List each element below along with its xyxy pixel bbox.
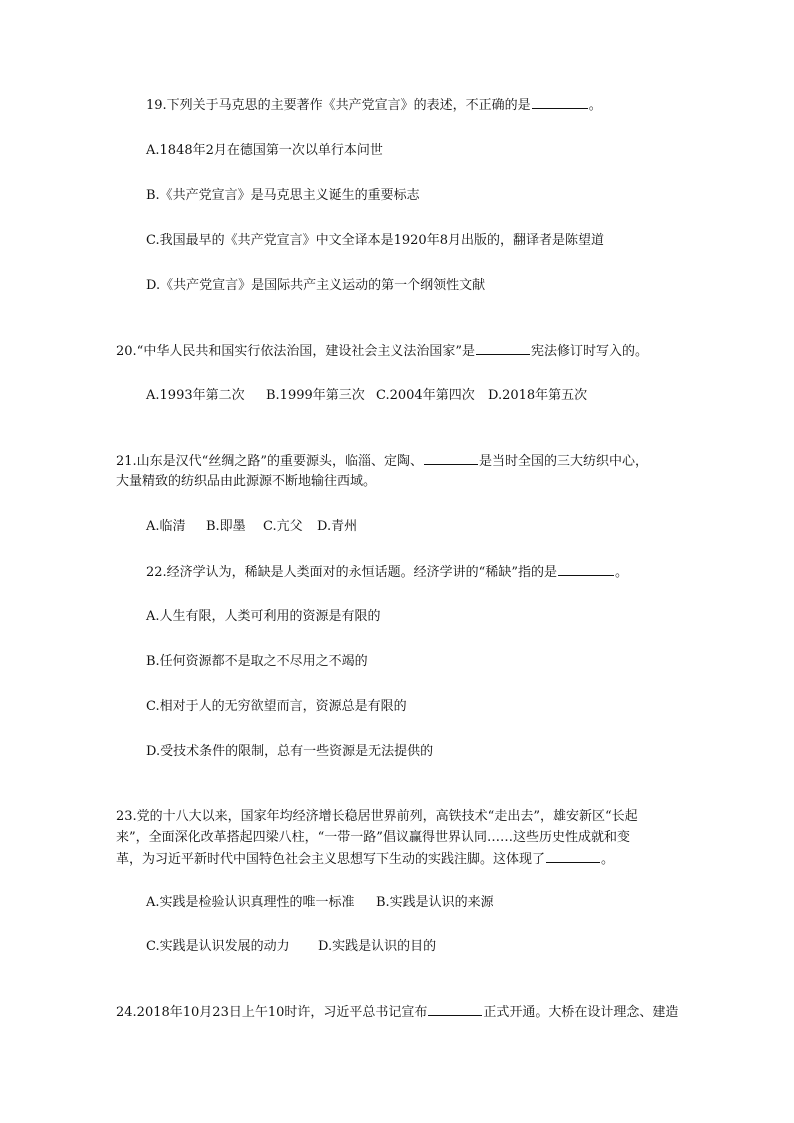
q20-option-b: B.1999年第三次 bbox=[266, 388, 365, 403]
q22-option-a: A.人生有限，人类可利用的资源是有限的 bbox=[146, 609, 381, 624]
answer-blank bbox=[424, 452, 478, 465]
answer-blank bbox=[546, 850, 600, 863]
q23-options-row2 bbox=[146, 938, 436, 956]
q20-option-a: A.1993年第二次 bbox=[146, 388, 245, 403]
q23-stem-line2: 来”，全面深化改革搭起四梁八柱，“一带一路”倡议赢得世界认同……这些历史性成就和变 bbox=[116, 830, 630, 845]
q22-option-d: D.受技术条件的限制，总有一些资源是无法提供的 bbox=[146, 744, 434, 759]
q23-option-b: B.实践是认识的来源 bbox=[376, 895, 494, 910]
q21-option-a: A.临清 bbox=[146, 519, 186, 534]
q19-option-d: D.《共产党宣言》是国际共产主义运动的第一个纲领性文献 bbox=[146, 278, 486, 293]
q19-option-c: C.我国最早的《共产党宣言》中文全译本是1920年8月出版的，翻译者是陈望道 bbox=[146, 233, 604, 248]
q20-option-c: C.2004年第四次 bbox=[376, 388, 475, 403]
q19-option-a: A.1848年2月在德国第一次以单行本问世 bbox=[146, 143, 383, 158]
q19-stem: 19.下列关于马克思的主要著作《共产党宣言》的表述，不正确的是 。 bbox=[146, 98, 602, 113]
q23-options-row1 bbox=[146, 894, 494, 912]
q20-option-d: D.2018年第五次 bbox=[488, 388, 588, 403]
q21-stem-line2: 大量精致的纺织品由此源源不断地输往西域。 bbox=[116, 474, 377, 489]
answer-blank bbox=[476, 342, 530, 355]
q21-option-b: B.即墨 bbox=[206, 519, 246, 534]
q20-options bbox=[146, 387, 587, 405]
q23-option-d: D.实践是认识的目的 bbox=[318, 939, 437, 954]
q21-option-d: D.青州 bbox=[317, 519, 358, 534]
q19-option-b: B.《共产党宣言》是马克思主义诞生的重要标志 bbox=[146, 188, 420, 203]
q21-option-c: C.亢父 bbox=[263, 519, 303, 534]
q22-option-b: B.任何资源都不是取之不尽用之不竭的 bbox=[146, 654, 368, 669]
q21-stem-line1: 21.山东是汉代“丝绸之路”的重要源头，临淄、定陶、 是当时全国的三大纺织中心， bbox=[116, 454, 648, 469]
answer-blank bbox=[532, 96, 588, 109]
q24-stem: 24.2018年10月23日上午10时许，习近平总书记宣布 正式开通。大桥在设计理念、建造 bbox=[116, 1005, 679, 1020]
q20-stem: 20.“中华人民共和国实行依法治国，建设社会主义法治国家”是 宪法修订时写入的。 bbox=[116, 344, 648, 359]
answer-blank bbox=[428, 1003, 482, 1016]
q21-options bbox=[146, 518, 357, 536]
q23-stem-line3: 革，为习近平新时代中国特色社会主义思想写下生动的实践注脚。这体现了 。 bbox=[116, 852, 615, 867]
q23-option-a: A.实践是检验认识真理性的唯一标准 bbox=[146, 895, 355, 910]
q23-option-c: C.实践是认识发展的动力 bbox=[146, 939, 290, 954]
answer-blank bbox=[558, 563, 614, 576]
q23-stem-line1: 23.党的十八大以来，国家年均经济增长稳居世界前列，高铁技术“走出去”，雄安新区“长起 bbox=[116, 809, 638, 824]
q22-option-c: C.相对于人的无穷欲望而言，资源总是有限的 bbox=[146, 699, 407, 714]
q22-stem: 22.经济学认为，稀缺是人类面对的永恒话题。经济学讲的“稀缺”指的是 。 bbox=[146, 565, 628, 580]
